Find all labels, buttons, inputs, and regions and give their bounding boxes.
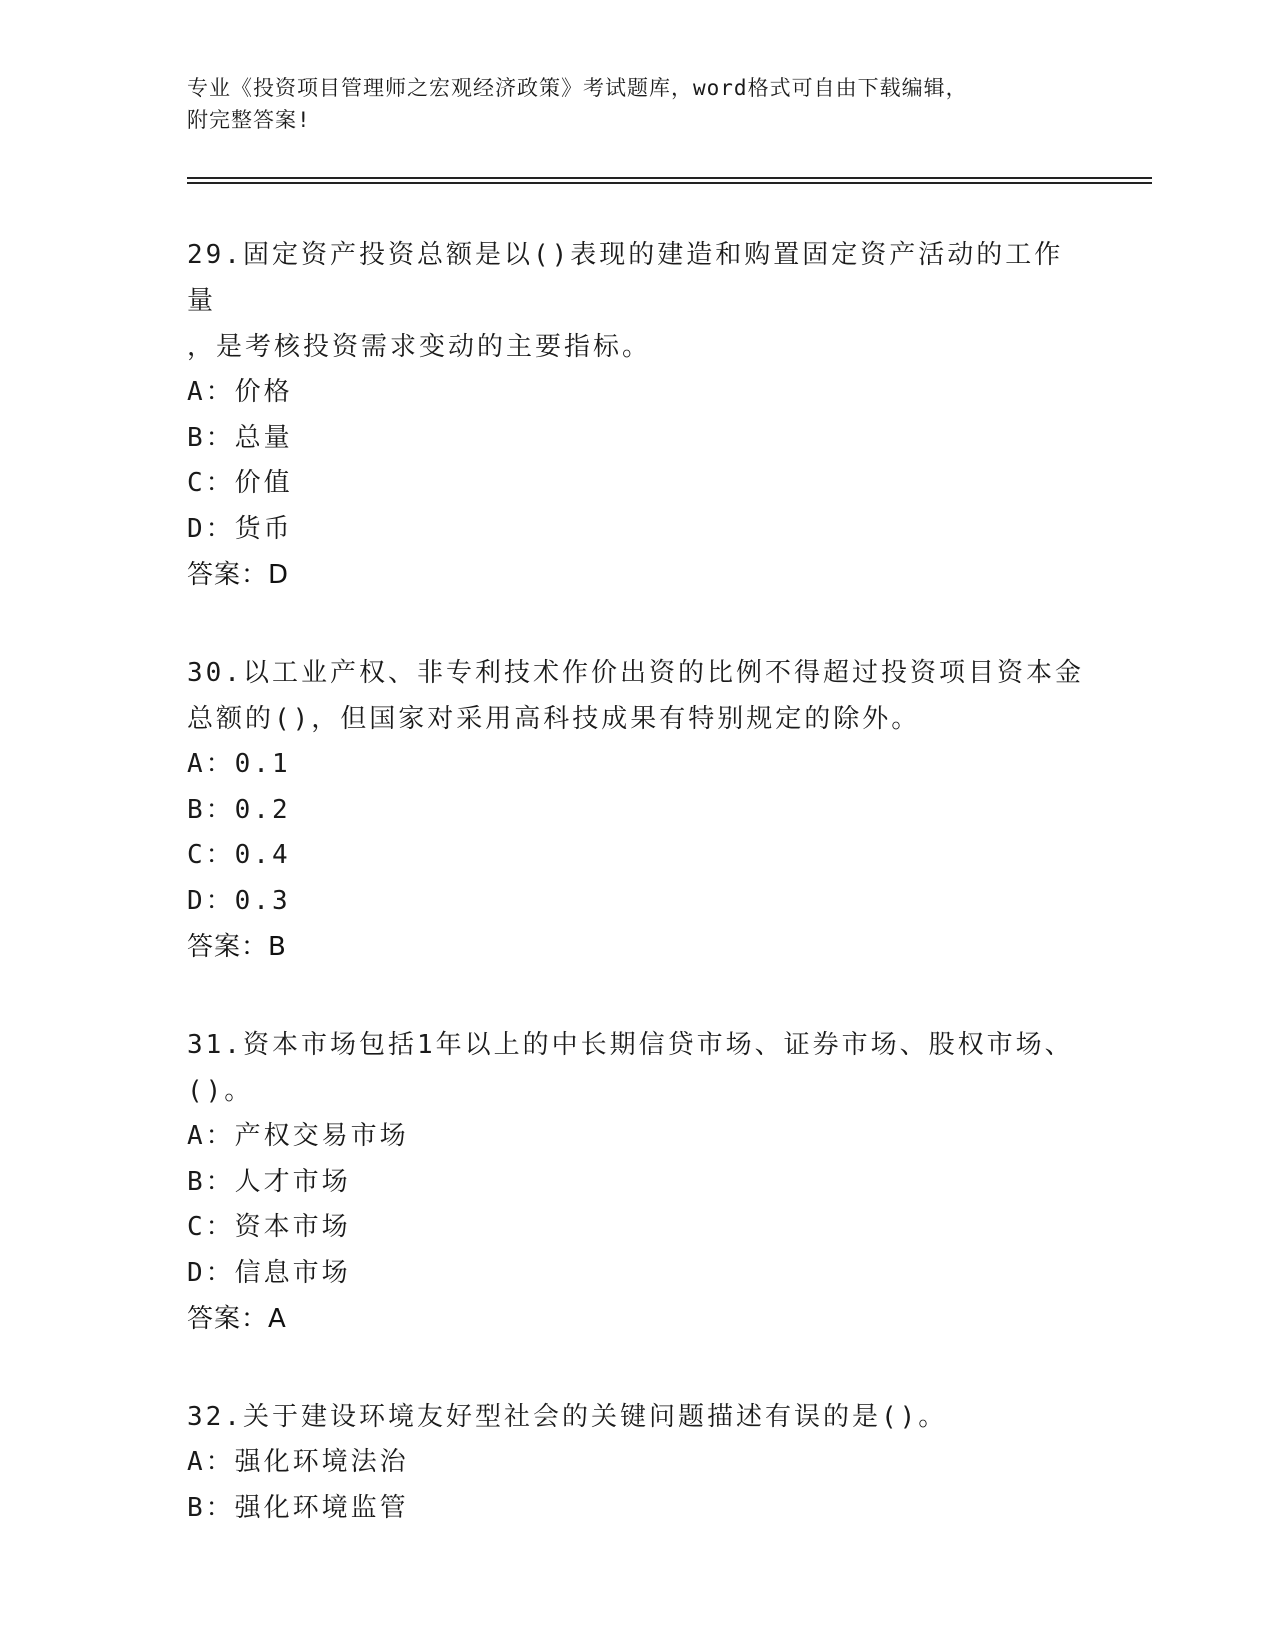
option-a: A：强化环境法治	[187, 1447, 409, 1477]
answer-line: 答案：B	[187, 932, 287, 962]
option-d: D：信息市场	[187, 1257, 351, 1288]
option-c: C：0.4	[187, 840, 291, 870]
answer-line: 答案：A	[187, 1304, 287, 1334]
option-a: A：产权交易市场	[187, 1121, 409, 1151]
option-a: A：0.1	[187, 749, 291, 779]
question-32	[187, 1394, 1087, 1531]
question-stem-line-2: ()。	[187, 1076, 254, 1106]
option-b: B：强化环境监管	[187, 1492, 409, 1523]
header-divider-top	[187, 177, 1152, 179]
document-header	[187, 72, 1087, 136]
question-list	[187, 232, 1087, 1531]
question-stem-line-1: 30.以工业产权、非专利技术作价出资的比例不得超过投资项目资本金	[187, 658, 1084, 688]
answer-line: 答案：D	[187, 560, 290, 590]
question-29	[187, 232, 1087, 598]
question-stem-line-1: 32.关于建设环境友好型社会的关键问题描述有误的是()。	[187, 1402, 948, 1432]
option-b: B：总量	[187, 422, 293, 453]
option-c: C：价值	[187, 468, 293, 498]
option-c: C：资本市场	[187, 1212, 351, 1242]
question-31	[187, 1022, 1087, 1342]
header-line-1: 专业《投资项目管理师之宏观经济政策》考试题库，word格式可自由下载编辑，	[187, 76, 968, 100]
header-line-2: 附完整答案!	[187, 108, 311, 132]
question-stem-line-2: ，是考核投资需求变动的主要指标。	[187, 332, 652, 362]
question-stem-line-1: 29.固定资产投资总额是以()表现的建造和购置固定资产活动的工作量	[187, 240, 1064, 316]
option-d: D：0.3	[187, 885, 291, 916]
option-d: D：货币	[187, 513, 293, 544]
option-b: B：人才市场	[187, 1166, 351, 1197]
question-stem-line-1: 31.资本市场包括1年以上的中长期信贷市场、证券市场、股权市场、	[187, 1030, 1074, 1060]
header-divider-bottom	[187, 182, 1152, 184]
option-a: A：价格	[187, 377, 293, 407]
option-b: B：0.2	[187, 794, 291, 825]
question-stem-line-2: 总额的()，但国家对采用高科技成果有特别规定的除外。	[187, 704, 921, 734]
question-30	[187, 650, 1087, 970]
